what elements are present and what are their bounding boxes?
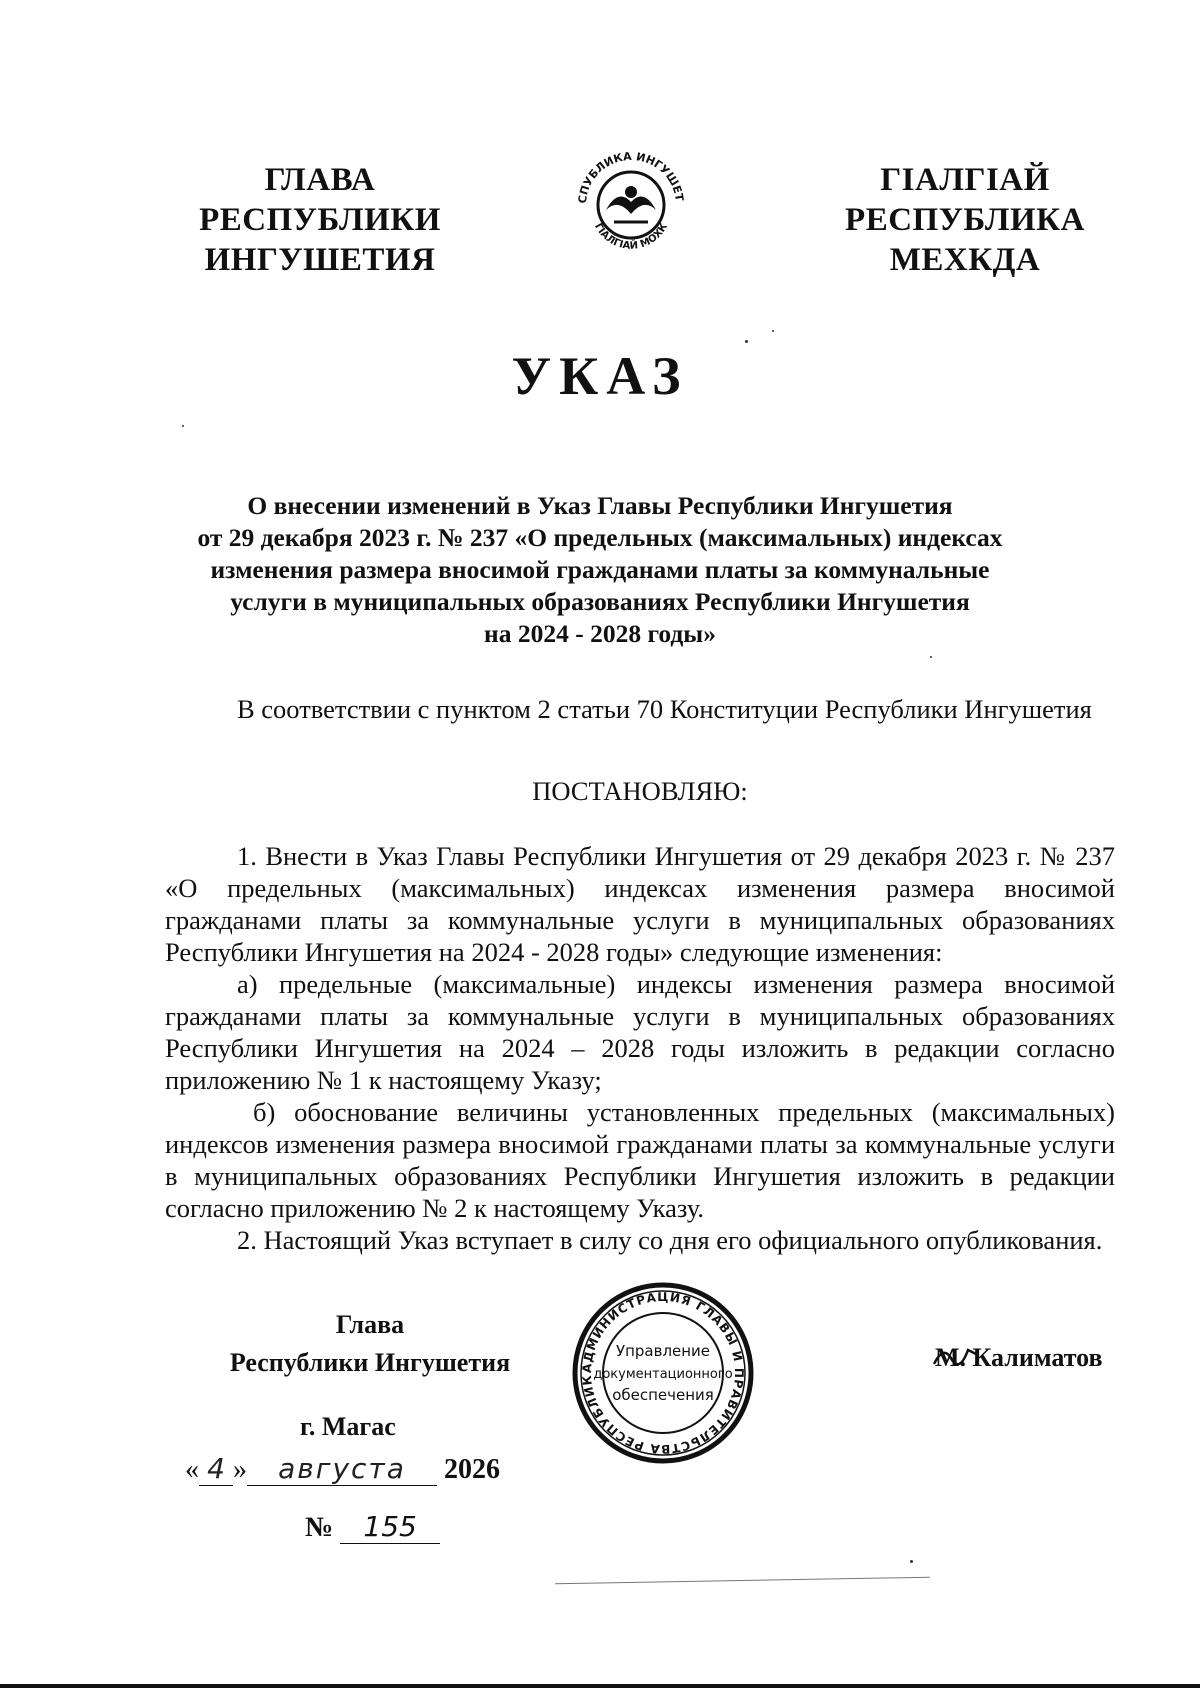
scan-speck — [772, 330, 774, 332]
stamp-center-line-3: обеспечения — [612, 1386, 714, 1404]
scan-line-artifact — [555, 1577, 930, 1585]
coat-of-arms-icon — [566, 140, 696, 270]
signatory-name-text: М. Калиматов — [935, 1343, 1103, 1372]
title-line-2: от 29 декабря 2023 г. № 237 «О предельных (максимальных) индексах — [197, 523, 1003, 552]
title-line-5: на 2024 - 2028 годы» — [484, 619, 716, 648]
issuer-line-3: ИНГУШЕТИЯ — [204, 242, 436, 278]
emblem-bottom-text: ГIАЛГIАЙ МОХК — [592, 221, 670, 252]
item-1b: б) обоснование величины установленных предельных (максимальных) индексов изменения размера вносимой гражданами платы за коммунальные услуги в муниципальных образованиях Республики Ингушетия изложить в редакции согласно приложению № 2 к настоящему Указу. — [165, 1097, 1115, 1223]
issuer-title-ingush — [815, 160, 1115, 280]
issuer-title-russian — [170, 160, 470, 280]
page-bottom-edge — [0, 1684, 1200, 1688]
signature-scribble-icon — [932, 1342, 978, 1372]
issuer-line-2: РЕСПУБЛИКИ — [199, 202, 441, 238]
title-line-1: О внесении изменений в Указ Главы Республики Ингушетия — [247, 491, 953, 520]
date-open-quote: « — [185, 1454, 199, 1485]
official-stamp-icon — [568, 1278, 758, 1468]
signatory-title — [205, 1306, 535, 1382]
title-line-3: изменения размера вносимой гражданами платы за коммунальные — [210, 555, 990, 584]
scan-speck — [910, 1560, 913, 1563]
number-prefix: № — [305, 1512, 334, 1543]
item-2: 2. Настоящий Указ вступает в силу со дня его официального опубликования. — [237, 1225, 1103, 1255]
scan-speck — [930, 656, 932, 658]
emblem-top-text: СПУБЛИКА ИНГУШЕТ — [575, 149, 686, 205]
item-1: 1. Внести в Указ Главы Республики Ингушетия от 29 декабря 2023 г. № 237 «О предельных (максимальных) индексах изменения размера вносимой гражданами платы за коммунальные услуги в муниципальных образованиях Республики Ингушетия на 2024 - 2028 годы» следующие изменения: — [165, 841, 1115, 967]
date-year: 2026 — [444, 1454, 500, 1485]
stamp-ring-text: АДМИНИСТРАЦИЯ ГЛАВЫ И ПРАВИТЕЛЬСТВА РЕСПУБЛИК — [579, 1289, 747, 1457]
issue-place: г. Магас — [300, 1412, 396, 1441]
issue-date — [185, 1452, 500, 1486]
item-1a: а) предельные (максимальные) индексы изменения размера вносимой гражданами платы за коммунальные услуги в муниципальных образованиях Республики Ингушетия на 2024 – 2028 годы изложить в редакции согласно приложению № 1 к настоящему Указу; — [165, 969, 1115, 1095]
issuer-line-1: ГЛАВА — [264, 162, 376, 198]
title-line-4: услуги в муниципальных образованиях Республики Ингушетия — [230, 587, 970, 616]
decree-word: ПОСТАНОВЛЯЮ: — [532, 776, 748, 806]
scan-speck — [182, 425, 184, 427]
stamp-center-line-1: Управление — [615, 1342, 711, 1360]
scan-speck — [745, 340, 748, 343]
issuer-ing-line-2: РЕСПУБЛИКА — [845, 202, 1085, 238]
date-month: августа — [247, 1452, 437, 1486]
document-number — [305, 1510, 440, 1544]
signatory-title-line-2: Республики Ингушетия — [229, 1348, 511, 1377]
issuer-ing-line-1: ГIАЛГIАЙ — [880, 162, 1050, 198]
preamble: В соответствии с пунктом 2 статьи 70 Конституции Республики Ингушетия — [237, 694, 1092, 724]
date-day: 4 — [199, 1452, 233, 1486]
stamp-center-line-2: документационного — [593, 1367, 733, 1382]
document-type: УКАЗ — [511, 346, 689, 406]
document-title — [130, 490, 1070, 650]
number-value: 155 — [340, 1510, 440, 1544]
date-close-quote: » — [233, 1454, 247, 1485]
signatory-title-line-1: Глава — [335, 1310, 405, 1339]
issuer-ing-line-3: МЕХКДА — [889, 242, 1041, 278]
